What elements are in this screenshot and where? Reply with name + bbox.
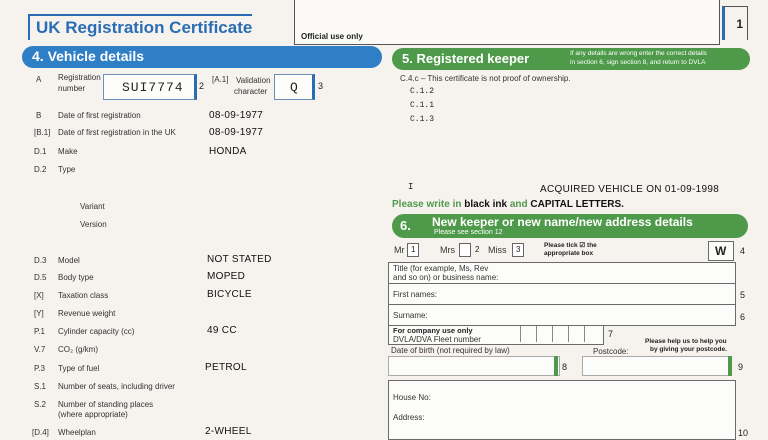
instruction-prefix: Please write in: [392, 199, 465, 210]
first-names-num: 5: [740, 290, 746, 300]
row-value: HONDA: [209, 146, 247, 157]
row-label: Taxation class: [58, 291, 109, 300]
page-number: 1: [722, 6, 748, 40]
row-code: D.1: [34, 147, 47, 156]
row-code: D.5: [34, 273, 47, 282]
row-label: Date of first registration in the UK: [58, 128, 176, 137]
dob-label: Date of birth (not required by law): [391, 346, 510, 355]
row-code: V.7: [34, 345, 46, 354]
address-field[interactable]: [388, 380, 736, 440]
row-label: Revenue weight: [58, 309, 116, 318]
keeper-code-c12: C.1.2: [410, 87, 435, 96]
row-label: Wheelplan: [58, 428, 96, 437]
title-miss-num: 3: [516, 245, 521, 254]
row-value: 08-09-1977: [209, 110, 264, 121]
ownership-disclaimer: C.4.c – This certificate is not proof of ownership.: [400, 74, 571, 83]
row-code: S.1: [34, 382, 47, 391]
row-label: Cylinder capacity (cc): [58, 327, 135, 336]
row-code: [Y]: [34, 309, 44, 318]
section-5-heading: 5. Registered keeper: [402, 51, 530, 66]
row-label-2: (where appropriate): [58, 410, 128, 419]
section-5-note-2: in section 6, sign section 8, and return to DVLA: [570, 59, 706, 66]
keeper-marker: I: [408, 182, 414, 192]
registration-number-field[interactable]: [103, 74, 197, 100]
title-miss-label: Miss: [488, 245, 507, 255]
instruction-mid: and: [507, 199, 531, 210]
first-names-field[interactable]: [388, 283, 736, 305]
postcode-help-1: Please help us to help you: [645, 338, 727, 345]
row-label: CO₂ (g/km): [58, 345, 98, 354]
row-label: Variant: [80, 202, 105, 211]
tick-note-1: Please tick ☑ the: [544, 242, 597, 249]
row-value: PETROL: [205, 362, 247, 373]
section-5-header: [392, 48, 750, 70]
postcode-help-2: by giving your postcode.: [650, 346, 727, 353]
row-code: D.2: [34, 165, 47, 174]
row-label: Body type: [58, 273, 94, 282]
row-label: Date of first registration: [58, 111, 141, 120]
w-field[interactable]: [708, 241, 734, 261]
title-mrs-label: Mrs: [440, 245, 455, 255]
validation-label-2: character: [234, 87, 268, 96]
w-value: W: [715, 244, 727, 258]
company-label-1: For company use only: [393, 326, 473, 335]
row-label: Type of fuel: [58, 364, 100, 373]
section-5-note-1: If any details are wrong enter the correct details: [570, 50, 707, 57]
row-code: P.3: [34, 364, 45, 373]
postcode-num: 9: [738, 362, 744, 372]
address-label: Address:: [393, 413, 425, 422]
acquired-date: ACQUIRED VEHICLE ON 01-09-1998: [540, 184, 720, 195]
validation-character-value: Q: [290, 80, 298, 95]
official-use-label: Official use only: [301, 32, 363, 41]
row-code: [D.4]: [32, 428, 49, 437]
row-code: [X]: [34, 291, 44, 300]
keeper-code-c11: C.1.1: [410, 101, 435, 110]
row-code: B: [36, 111, 42, 120]
row-code: D.3: [34, 256, 47, 265]
company-num: 7: [608, 329, 614, 339]
instruction-emph-1: black ink: [464, 199, 508, 210]
section-4-heading: 4. Vehicle details: [32, 48, 145, 64]
registration-code: A: [36, 75, 42, 84]
company-label-2: DVLA/DVA Fleet number: [393, 335, 481, 344]
title-mr-num: 1: [411, 245, 416, 254]
row-value: NOT STATED: [207, 254, 272, 265]
title-mrs-num: 2: [475, 245, 480, 254]
first-names-label: First names:: [393, 290, 438, 299]
ink-instruction: [392, 199, 624, 210]
title-business-label-1: Title (for example, Ms, Rev: [393, 264, 489, 273]
section-6-subheading: Please see section 12: [434, 229, 503, 236]
row-value: BICYCLE: [207, 289, 252, 300]
instruction-emph-2: CAPITAL LETTERS.: [530, 199, 624, 210]
surname-field[interactable]: [388, 304, 736, 326]
validation-label-1: Validation: [236, 76, 271, 85]
row-label: Model: [58, 256, 80, 265]
validation-code: [A.1]: [212, 75, 229, 84]
row-code: S.2: [34, 400, 47, 409]
row-code: P.1: [34, 327, 45, 336]
postcode-field[interactable]: [582, 356, 730, 376]
title-mrs-checkbox[interactable]: [459, 243, 471, 257]
row-label: Number of seats, including driver: [58, 382, 175, 391]
dob-num: 8: [562, 362, 568, 372]
section-4-header: [22, 46, 382, 68]
row-label: Version: [80, 220, 107, 229]
registration-number-value: SUI7774: [122, 80, 184, 95]
validation-box-number: 3: [318, 81, 324, 91]
dob-bar: [554, 356, 558, 376]
row-label: Type: [58, 165, 76, 174]
row-value: MOPED: [207, 271, 246, 282]
fleet-number-boxes[interactable]: [505, 326, 600, 342]
house-no-label: House No:: [393, 393, 431, 402]
title-business-field[interactable]: [388, 262, 736, 284]
address-num: 10: [738, 428, 749, 438]
surname-label: Surname:: [393, 311, 428, 320]
section-6-number: 6.: [400, 218, 411, 233]
w-num: 4: [740, 246, 746, 256]
registration-label-1: Registration: [58, 73, 101, 82]
keeper-code-c13: C.1.3: [410, 115, 435, 124]
row-label: Make: [58, 147, 78, 156]
section-6-header: [392, 214, 748, 238]
row-label: Number of standing places: [58, 400, 154, 409]
row-code: [B.1]: [34, 128, 51, 137]
title-mr-label: Mr: [394, 245, 405, 255]
row-value: 2-WHEEL: [205, 426, 252, 437]
official-use-box: [294, 0, 720, 45]
dob-field[interactable]: [388, 356, 560, 376]
registration-label-2: number: [58, 84, 86, 93]
title-business-label-2: and so on) or business name:: [393, 273, 499, 282]
tick-note-2: appropriate box: [544, 250, 594, 257]
certificate-title: UK Registration Certificate: [28, 14, 252, 40]
surname-num: 6: [740, 312, 746, 322]
registration-box-number: 2: [199, 81, 205, 91]
postcode-bar: [728, 356, 732, 376]
postcode-label: Postcode:: [593, 347, 629, 356]
row-value: 08-09-1977: [209, 127, 264, 138]
validation-character-field[interactable]: [274, 74, 315, 100]
row-value: 49 CC: [207, 325, 237, 336]
section-6-heading: New keeper or new name/new address details: [432, 215, 693, 229]
